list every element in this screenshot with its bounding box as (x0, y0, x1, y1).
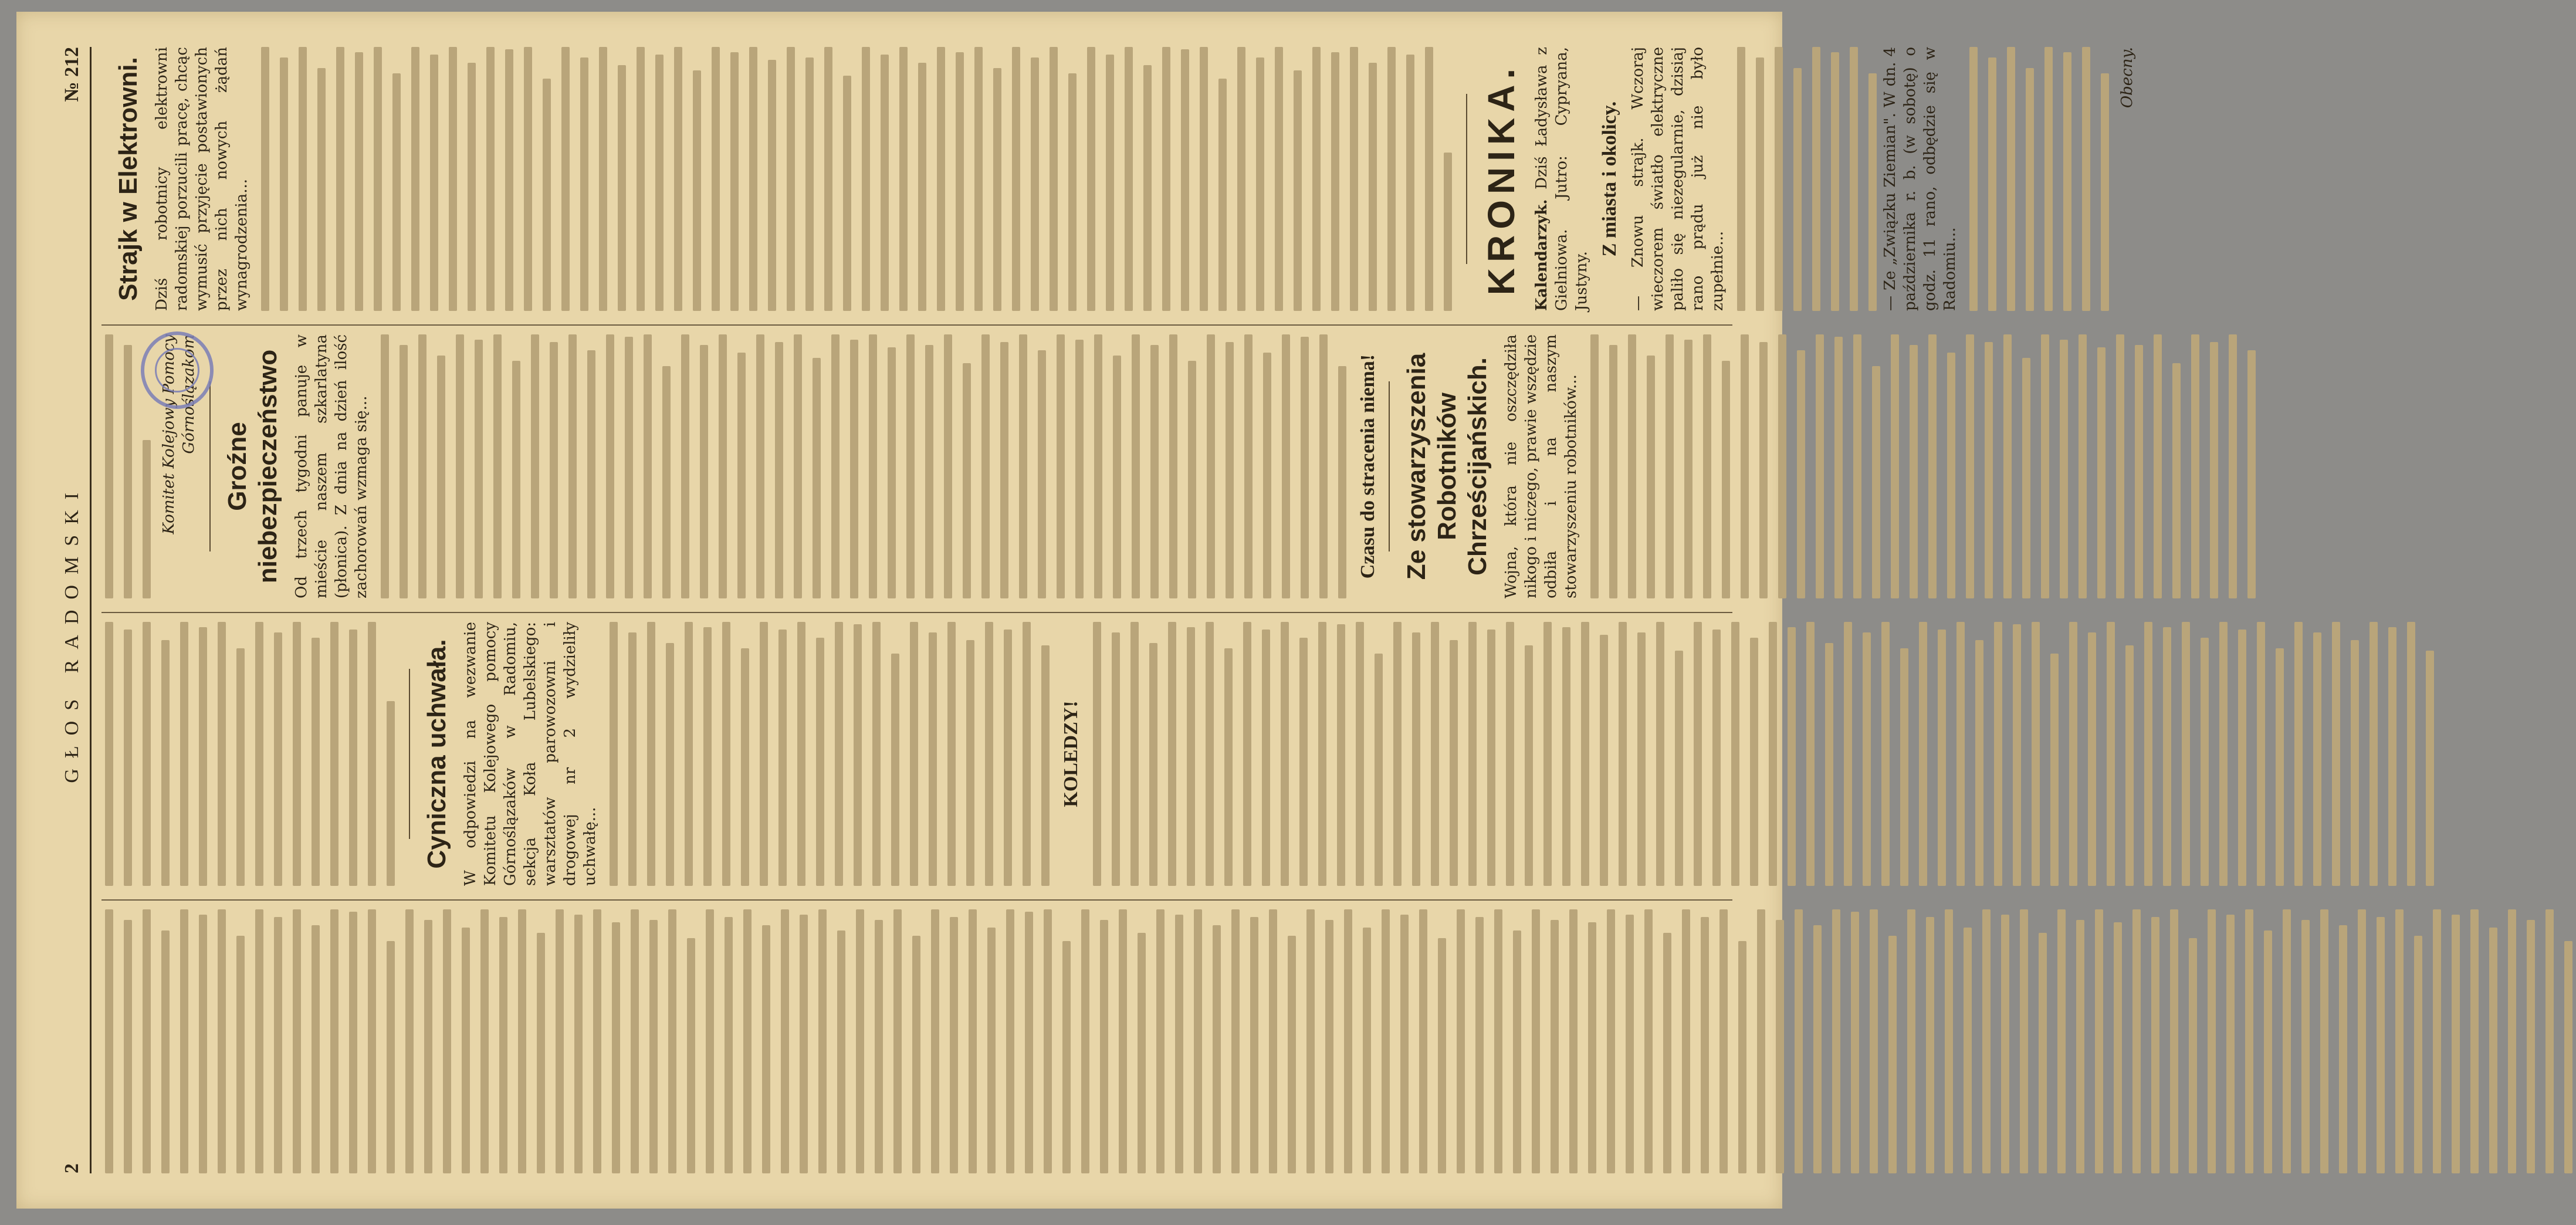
issue-number: № 212 (61, 47, 83, 102)
article-text-placeholder (101, 622, 398, 886)
article-text-placeholder (1966, 47, 2113, 311)
calendar-label: Kalendarzyk. (1533, 199, 1551, 311)
article-signature: Komitet Kolejowy Pomocy Górnoślązakom (160, 334, 198, 534)
article-lead: Dziś robotnicy elektrowni radomskiej porzucili pracę, chcąc wymusić przyjęcie postawionych przez nich nowych żądań wynagrodzenia... (153, 47, 251, 311)
section-title: KRONIKA. (1480, 62, 1522, 296)
article-text-placeholder (1587, 334, 2259, 598)
news-signature: Obecny. (2118, 47, 2136, 109)
article-text-placeholder (1089, 622, 2438, 886)
article-title: Groźne niebezpieczeństwo (223, 349, 282, 584)
article-lead: Wojna, która nie oszczędziła nikogo i niczego, prawie wszędzie odbiła i na naszym stowarzyszeniu robotników... (1502, 334, 1580, 598)
column-rule (101, 899, 1732, 901)
divider (209, 381, 211, 551)
news-item: — Ze „Związku Ziemian". W dn. 4 października r. b. (w sobotę) o godz. 11 rano, odbędzie się w Radomiu... (1881, 47, 1959, 311)
page-header (55, 47, 92, 1173)
column-2 (101, 622, 1732, 886)
article-lead: W odpowiedzi na wezwanie Komitetu Kolejowego pomocy Górnoślązaków w Radomiu, sekcja Koła Lubelskiego: warsztatów parowozowni i drogowej nr 2 wydzieliły uchwałę... (462, 622, 599, 886)
stamp-inner-ring (155, 348, 199, 392)
article-lead: Od trzech tygodni panuje w mieście naszem szkarlatyna (płonica). Z dnia na dzień ilość zachorowań wzmaga się... (293, 334, 370, 598)
article-text-placeholder (377, 334, 1350, 598)
article-text-placeholder (606, 622, 1053, 886)
page-number: 2 (61, 1163, 83, 1173)
article-text-placeholder (1734, 47, 1880, 311)
column-rule (101, 324, 1732, 326)
divider (1389, 381, 1390, 551)
column-4 (101, 46, 2136, 311)
newspaper-page (31, 23, 2136, 1197)
article-subheading: KOLEDZY! (1060, 701, 1082, 807)
news-item: — Znowu strajk. Wczoraj wieczorem światło elektryczne paliło się niezegularnie, dzisiaj rano prądu już nie było zupełnie... (1629, 47, 1727, 311)
article-title: Strajk w Elektrowni. (114, 57, 143, 301)
divider (409, 669, 410, 839)
column-1 (101, 909, 1732, 1173)
article-text-placeholder (101, 909, 2576, 1173)
library-stamp-icon (141, 331, 214, 409)
calendar (1532, 47, 1592, 311)
column-rule (101, 612, 1732, 613)
column-3 (101, 334, 1732, 598)
article-title: Ze stowarzyszenia Robotników Chrześcijańskich. (1402, 353, 1492, 580)
section-subheading: Z miasta i okolicy. (1599, 101, 1620, 257)
article-title: Cyniczna uchwała. (422, 639, 451, 869)
article-text-placeholder (258, 47, 1455, 311)
newspaper-sheet (16, 12, 2136, 1209)
article-closing: Czasu do stracenia niema! (1357, 354, 1379, 579)
calendar-text: Dziś Ładysława z Gielniowa. Jutro: Cypryana, Justyny. (1533, 46, 1590, 311)
divider (1466, 94, 1467, 264)
masthead: GŁOS RADOMSKI (61, 482, 83, 783)
